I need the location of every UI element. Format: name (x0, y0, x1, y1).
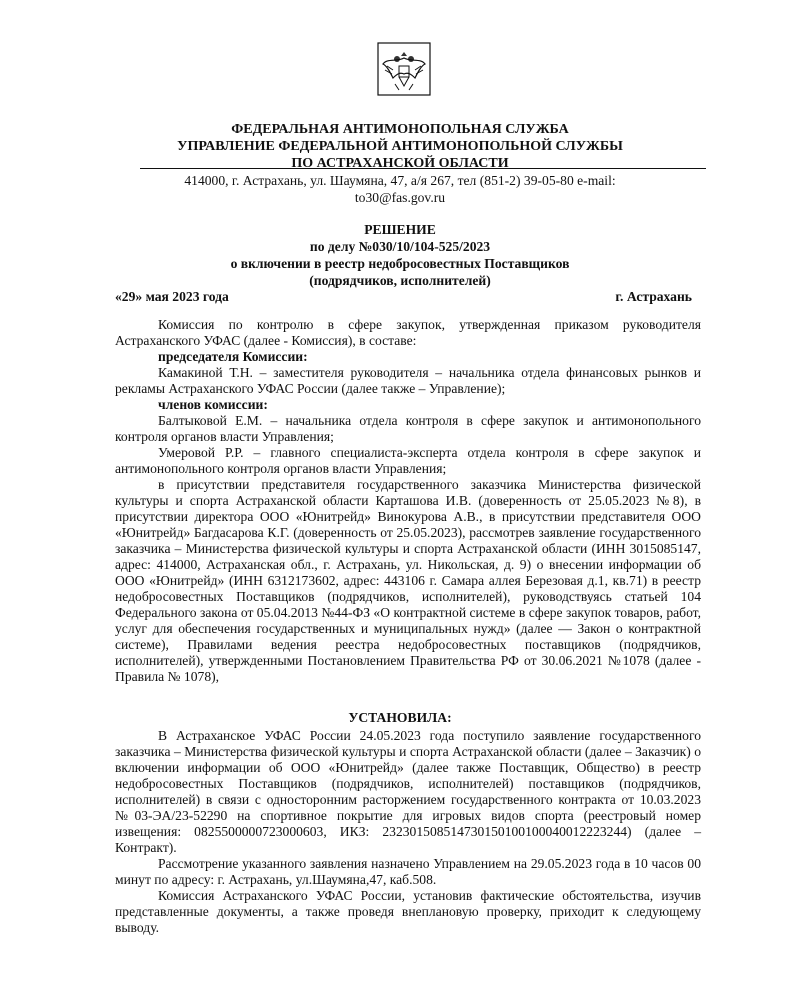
case-number: по делу №030/10/104-525/2023 (309, 239, 491, 254)
decision-subject-line2: (подрядчиков, исполнителей) (309, 273, 491, 288)
established-paragraph-1: В Астраханское УФАС России 24.05.2023 года поступило заявление государственного заказчика – Министерства физической культуры и спорта Астраханской области (далее – Заказчик) о включении информации об ООО «Юнитрейд» (далее также Поставщик, Общество) в реестр недобросовестных Поставщиков (подрядчиков, исполнителей) поставщиков (подрядчиков, исполнителей) в связи с односторонним расторжением государственного контракта от 10.03.2023 №03-ЭА/23-52290 на спортивное покрытие для игровых видов спорта (реестровый номер извещения: 0825500000723000603, ИКЗ: 232301508514730150100100040012223244) (далее – Контракт). (115, 728, 701, 855)
presence-paragraph: в присутствии представителя государственного заказчика Министерства физической культуры и спорта Астраханской области Карташова И.В. (доверенность от 25.05.2023 №8), в присутствии директора ООО «Юнитрейд» Винокурова А.В., в присутствии представителя ООО «Юнитрейд» Багдасарова К.Г. (доверенность от 25.05.2023), рассмотрев заявление государственного заказчика – Министерства физической культуры и спорта Астраханской области (ИНН 3015085147, адрес: 414000, Астраханская обл., г. Астрахань, ул. Никольская, д. 9) о внесении информации об ООО «Юнитрейд» (ИНН 6312173602, адрес: 443106 г. Самара аллея Березовая д.1, кв.71) в реестр недобросовестных Поставщиков (подрядчиков, исполнителей), руководствуясь статьей 104 Федерального закона от 05.04.2013 №44-ФЗ «О контрактной системе в сфере закупок товаров, работ, услуг для обеспечения государственных и муниципальных нужд» (далее — Закон о контрактной системе), Правилами ведения реестра недобросовестных поставщиков (подрядчиков, исполнителей), утвержденными Постановлением Правительства РФ от 30.06.2021 №1078 (далее - Правила № 1078), (115, 477, 701, 684)
org-name-line1: ФЕДЕРАЛЬНАЯ АНТИМОНОПОЛЬНАЯ СЛУЖБА (231, 122, 569, 137)
address-line2: to30@fas.gov.ru (354, 190, 446, 205)
address-line1: 414000, г. Астрахань, ул. Шаумяна, 47, а/я 267, тел (851-2) 39-05-80 e-mail: (184, 173, 616, 188)
header-divider (140, 168, 706, 169)
decision-title: РЕШЕНИЕ (364, 222, 436, 237)
established-paragraph-3: Комиссия Астраханского УФАС России, установив фактические обстоятельства, изучив представленные документы, а также проведя внеплановую проверку, приходит к следующему выводу. (115, 888, 701, 935)
members-heading: членов комиссии: (158, 397, 268, 412)
established-block (115, 728, 701, 936)
commission-member-2: Умеровой Р.Р. – главного специалиста-эксперта отдела контроля в сфере закупок и антимонопольного контроля органов власти Управления; (115, 445, 701, 476)
decision-city: г. Астрахань (615, 289, 692, 304)
chair-heading: председателя Комиссии: (158, 349, 308, 364)
org-name-line2: УПРАВЛЕНИЕ ФЕДЕРАЛЬНОЙ АНТИМОНОПОЛЬНОЙ СЛУЖБЫ (177, 139, 623, 154)
decision-date: «29» мая 2023 года (115, 289, 229, 304)
decision-subject-line1: о включении в реестр недобросовестных Поставщиков (230, 256, 570, 271)
commission-intro: Комиссия по контролю в сфере закупок, утвержденная приказом руководителя Астраханского УФАС (далее - Комиссия), в составе: (115, 317, 701, 348)
established-paragraph-2: Рассмотрение указанного заявления назначено Управлением на 29.05.2023 года в 10 часов 00 минут по адресу: г. Астрахань, ул.Шаумяна,47, каб.508. (115, 856, 701, 887)
coat-of-arms-emblem (375, 40, 433, 98)
commission-member-1: Балтыковой Е.М. – начальника отдела контроля в сфере закупок и антимонопольного контроля органов власти Управления; (115, 413, 701, 444)
org-name-line3: ПО АСТРАХАНСКОЙ ОБЛАСТИ (291, 156, 509, 171)
established-heading: УСТАНОВИЛА: (348, 710, 452, 725)
commission-chair: Камакиной Т.Н. – заместителя руководителя – начальника отдела финансовых рынков и рекламы Астраханского УФАС России (далее также – Управление); (115, 365, 701, 396)
commission-block (115, 317, 701, 685)
